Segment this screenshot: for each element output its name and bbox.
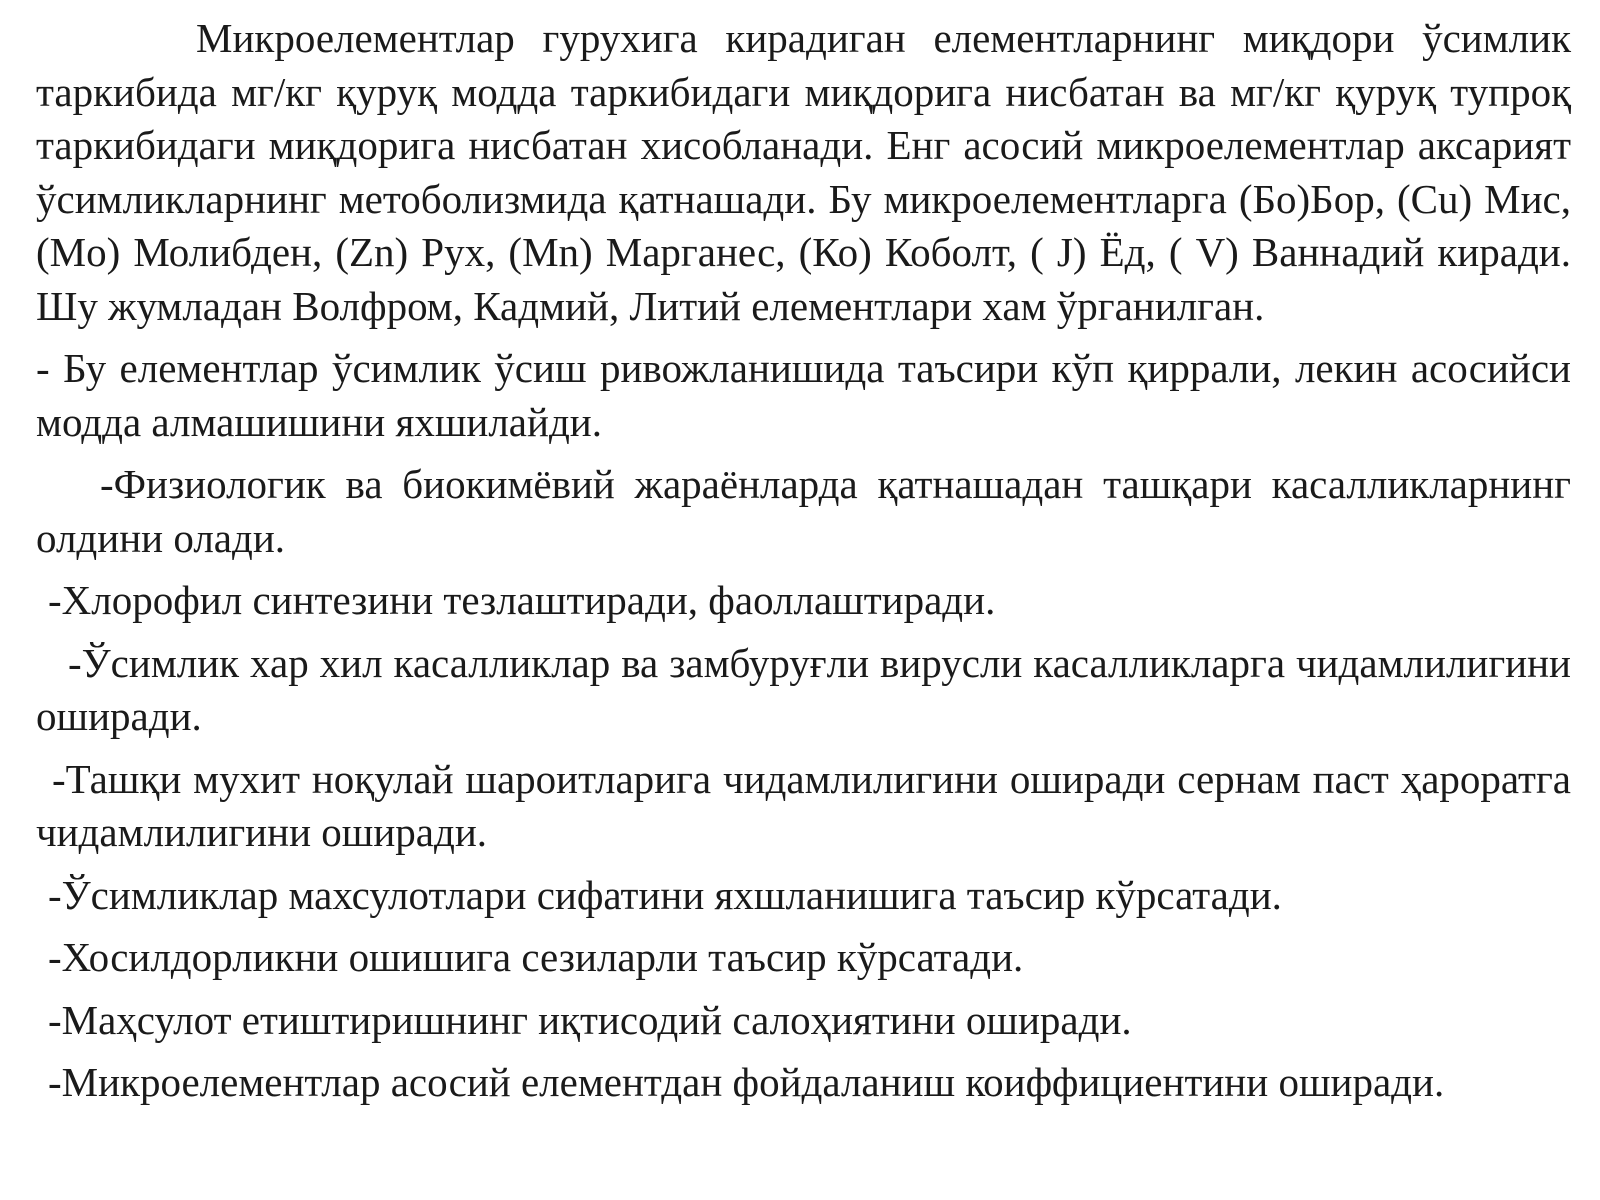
list-item: -Ўсимликлар махсулотлари сифатини яхшланишига таъсир кўрсатади. [48,871,1282,918]
list-item: -Ташқи мухит ноқулай шароитларига чидамлилигини оширади сернам паст ҳароратга чидамлилигини оширади. [36,755,1571,855]
list-item: -Микроелементлар асосий елементдан фойдаланиш коиффициентини оширади. [48,1059,1445,1105]
intro-paragraph: Микроелементлар гурухига кирадиган елементларнинг миқдори ўсимлик таркибида мг/кг қуруқ модда таркибидаги миқдорига нисбатан ва мг/кг қуруқ тупроқ таркибидаги миқдорига нисбатан хисобланади. Енг асосий микроелементлар аксарият ўсимликларнинг метоболизмида қатнашади. Бу микроелементларга (Бо)Бор, (Cu) Мис, (Mo) Молибден, (Zn) Рух, (Mn) Марганес, (Ко) Коболт, ( J) Ёд, ( V) Ваннадий киради. Шу жумладан Волфром, Кадмий, Литий елементлари хам ўрганилган. [36,15,1571,329]
list-item: -Физиологик ва биокимёвий жараёнларда қатнашадан ташқари касалликларнинг олдини олади. [36,461,1571,561]
list-item: -Хлорофил синтезини тезлаштиради, фаоллаштиради. [48,577,996,623]
list-item: - Бу елементлар ўсимлик ўсиш ривожланишида таъсири кўп қиррали, лекин асосийси модда алмашишини яхшилайди. [36,345,1571,445]
list-item: -Маҳсулот етиштиришнинг иқтисодий салоҳиятини оширади. [48,996,1132,1043]
list-item: -Хосилдорликни ошишига сезиларли таъсир кўрсатади. [48,934,1024,980]
document-page [36,12,1571,1192]
list-item: -Ўсимлик хар хил касалликлар ва замбуруғли вирусли касалликларга чидамлилигини оширади. [36,639,1571,739]
